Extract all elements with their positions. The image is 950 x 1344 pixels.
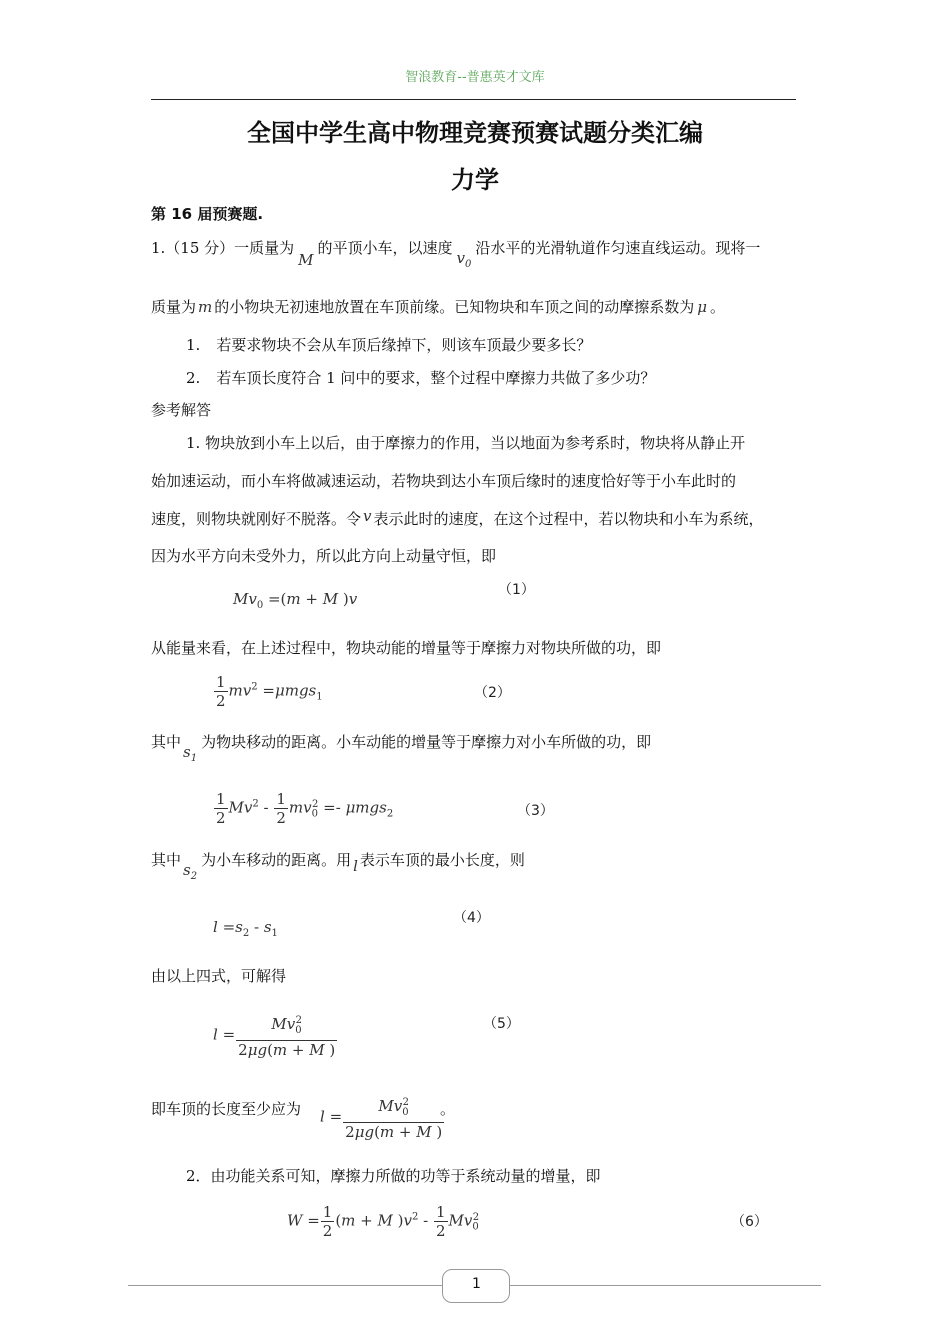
problem-text-2c: 。 bbox=[710, 298, 726, 316]
problem-line-1 bbox=[151, 238, 761, 270]
problem-text-1c: 沿水平的光滑轨道作匀速直线运动。现将一 bbox=[475, 239, 761, 257]
equation-3-number: （3） bbox=[517, 803, 554, 819]
var-s1-subscript: 1 bbox=[190, 753, 198, 764]
header-divider bbox=[151, 99, 796, 100]
equation-5-number: （5） bbox=[483, 1016, 520, 1032]
answer-paragraph-7: 2．由功能关系可知，摩擦力所做的功等于系统动量的增量，即 bbox=[186, 1167, 601, 1185]
problem-text-1b: 的平顶小车，以速度 bbox=[317, 239, 453, 257]
answer-text-4-end: 表示车顶的最小长度，则 bbox=[359, 851, 525, 869]
var-s2-base: s bbox=[183, 861, 191, 879]
equation-1: $Mv_0 =(m + M$ )v bbox=[233, 590, 358, 611]
question-2 bbox=[186, 368, 655, 388]
equation-6-number: （6） bbox=[731, 1214, 768, 1230]
equation-5: l = $\frac{Mv_0^2}{2\mu g(m + M )}$ bbox=[213, 1012, 338, 1059]
answer-text-4-start: 其中 bbox=[151, 851, 182, 869]
var-v: v bbox=[363, 507, 372, 525]
answer-line-1: 1. 物块放到小车上以后，由于摩擦力的作用，当以地面为参考系时，物块将从静止开 bbox=[186, 434, 746, 452]
question-1-number: 1. bbox=[186, 336, 201, 354]
footer-rule-right bbox=[508, 1285, 821, 1286]
equation-1-number: （1） bbox=[498, 582, 535, 598]
question-2-text: 若车顶长度符合 1 问中的要求，整个过程中摩擦力共做了多少功？ bbox=[216, 369, 656, 387]
answer-text-3b: 表示此时的速度，在这个过程中，若以物块和小车为系统， bbox=[373, 510, 764, 528]
answer-paragraph-3 bbox=[151, 732, 652, 764]
document-title: 全国中学生高中物理竞赛预赛试题分类汇编 bbox=[247, 119, 703, 147]
answer-paragraph-4 bbox=[151, 850, 525, 882]
equation-4-number: （4） bbox=[453, 910, 490, 926]
problem-text-2a: 质量为 bbox=[151, 298, 197, 316]
var-l: l bbox=[353, 857, 358, 875]
var-mu: μ bbox=[697, 298, 708, 316]
answer-line-3 bbox=[151, 509, 764, 529]
equation-2: $\frac{1}{2}$ $mv^2 =\mu mgs_1$ bbox=[216, 673, 323, 710]
equation-6: W = $\frac{1}{2}$ (m + M )$v^2$ - $\frac{1}{2}$ $Mv_0^2$ bbox=[287, 1203, 480, 1240]
var-s1 bbox=[183, 743, 198, 764]
var-v0 bbox=[456, 249, 472, 270]
var-s2 bbox=[183, 861, 198, 882]
var-v0-subscript: 0 bbox=[465, 259, 472, 270]
problem-text-1a: 1.（15 分）一质量为 bbox=[151, 239, 295, 257]
var-m: m bbox=[198, 298, 213, 316]
footer-rule-left bbox=[128, 1285, 444, 1286]
answer-text-6-end: 。 bbox=[440, 1100, 456, 1118]
answer-text-6-start: 即车顶的长度至少应为 bbox=[151, 1100, 302, 1118]
var-s2-subscript: 2 bbox=[190, 871, 198, 882]
inline-equation-l: l = $\frac{Mv_0^2}{2\mu g(m + M )}$ bbox=[320, 1094, 445, 1141]
answer-paragraph-2: 从能量来看，在上述过程中，物块动能的增量等于摩擦力对物块所做的功，即 bbox=[151, 639, 662, 657]
answer-line-2: 始加速运动，而小车将做减速运动，若物块到达小车顶后缘时的速度恰好等于小车此时的 bbox=[151, 472, 737, 490]
answer-paragraph-6 bbox=[151, 1099, 301, 1119]
question-1-text: 若要求物块不会从车顶后缘掉下，则该车顶最少要多长？ bbox=[216, 336, 592, 354]
equation-2-number: （2） bbox=[474, 685, 511, 701]
section-label: 第 16 届预赛题. bbox=[151, 205, 264, 223]
question-2-number: 2. bbox=[186, 369, 201, 387]
equation-3: $\frac{1}{2}$ Mv$^2$ - $\frac{1}{2}$ $mv_0^2 =- \mu mgs_2$ bbox=[216, 790, 394, 827]
question-1 bbox=[186, 335, 591, 355]
var-v0-base: v bbox=[456, 249, 466, 267]
problem-line-2 bbox=[151, 297, 725, 317]
answer-text-4-mid: 为小车移动的距离。用 bbox=[201, 851, 352, 869]
var-M: M bbox=[298, 251, 314, 269]
equation-4: $l =s_2 - s_1$ bbox=[213, 918, 278, 939]
answer-text-3-end: 为物块移动的距离。小车动能的增量等于摩擦力对小车所做的功，即 bbox=[201, 733, 652, 751]
page-header: 智浪教育--普惠英才文库 bbox=[405, 70, 545, 85]
answer-text-3a: 速度，则物块就刚好不脱落。令 bbox=[151, 510, 362, 528]
document-subtitle: 力学 bbox=[451, 166, 499, 194]
answer-paragraph-5: 由以上四式，可解得 bbox=[151, 967, 287, 985]
answer-text-3-start: 其中 bbox=[151, 733, 182, 751]
answer-line-4: 因为水平方向未受外力，所以此方向上动量守恒，即 bbox=[151, 547, 497, 565]
var-s1-base: s bbox=[183, 743, 191, 761]
problem-text-2b: 的小物块无初速地放置在车顶前缘。已知物块和车顶之间的动摩擦系数为 bbox=[214, 298, 695, 316]
answer-label: 参考解答 bbox=[151, 401, 212, 419]
page-number: 1 bbox=[472, 1276, 481, 1292]
